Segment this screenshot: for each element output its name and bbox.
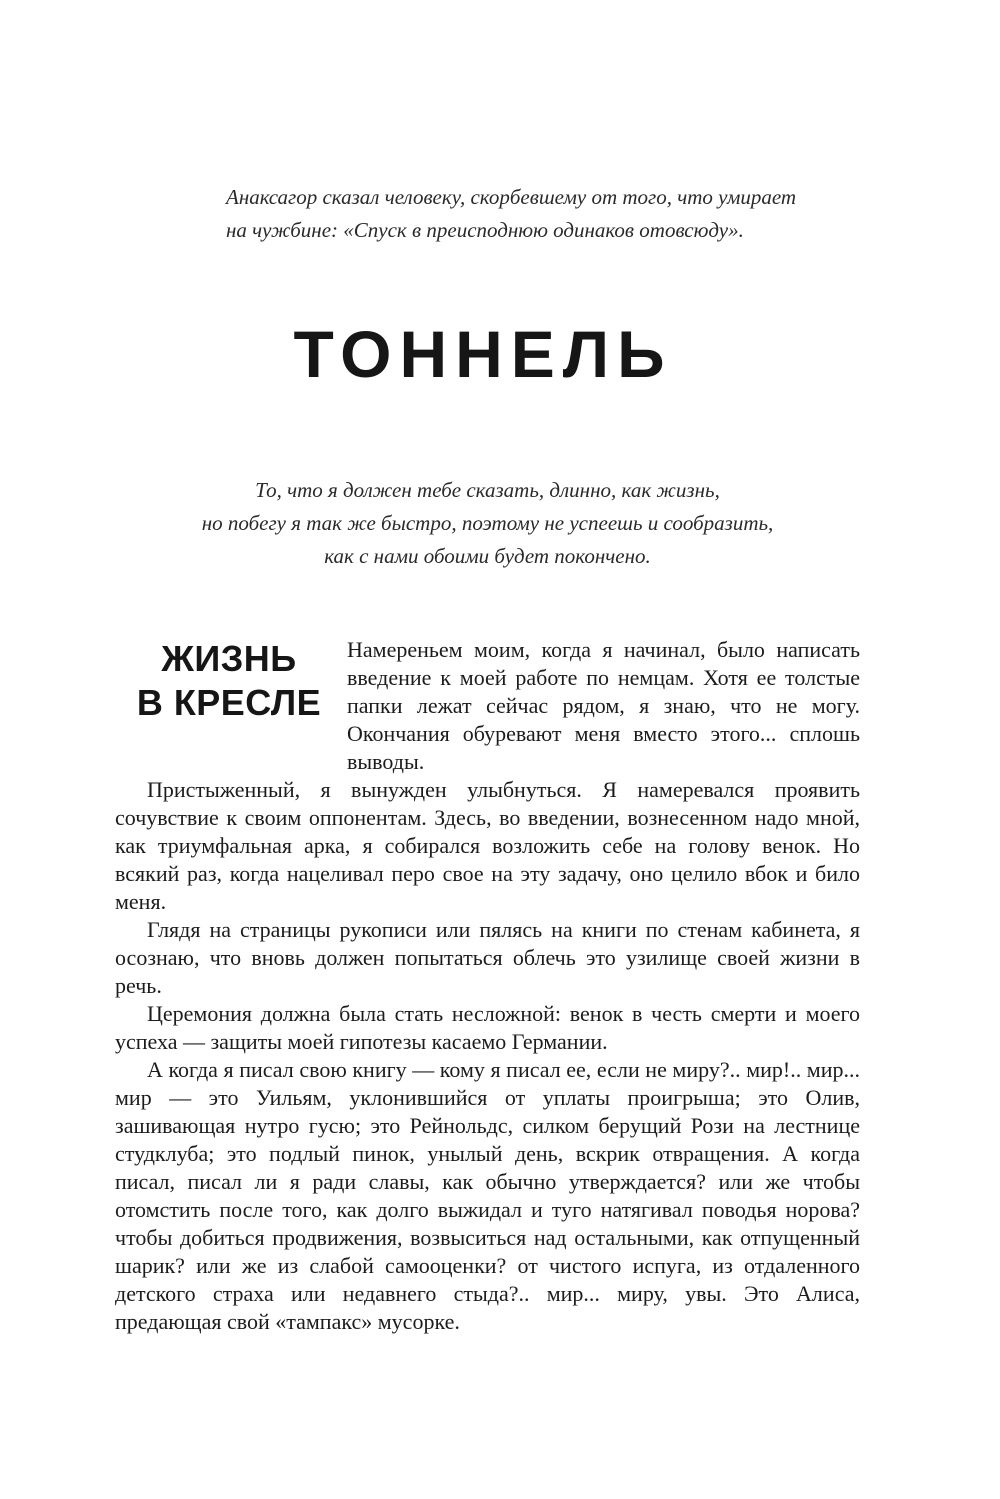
section-heading (115, 636, 343, 725)
top-epigraph (226, 181, 836, 247)
paragraph: А когда я писал свою книгу — кому я писал ее, если не миру?.. мир!.. мир... мир — это Уильям, уклонившийся от уплаты проигрыша; это Олив, зашивающая нутро гусю; это Рейнольдс, силком берущий Рози на лестнице студклуба; это подлый пинок, унылый день, вскрик отвращения. А когда писал, писал ли я ради славы, как обычно утверждается? или же чтобы отомстить после того, как долго выжидал и туго натягивал поводья норова? чтобы добиться продвижения, возвыситься над остальными, как отпущенный шарик? или же из слабой самооценки? от чистого испуга, из отдаленного детского страха или недавнего стыда?.. мир... миру, увы. Это Алиса, предающая свой «тампакс» мусорке. (115, 1057, 860, 1334)
chapter-title: ТОННЕЛЬ (293, 317, 673, 391)
section-head-row (115, 636, 860, 776)
chapter-epigraph-line-3: как с нами обоими будет покончено. (324, 544, 651, 568)
paragraph: Пристыженный, я вынужден улыбнуться. Я намеревался проявить сочувствие к своим оппонентам. Здесь, во введении, вознесенном надо мной, как триумфальная арка, я собирался возложить себе на голову венок. Но всякий раз, когда нацеливал перо свое на эту задачу, оно целило вбок и било меня. (115, 777, 860, 914)
section-heading-line-1: ЖИЗНЬ (161, 638, 297, 679)
chapter-epigraph (90, 474, 885, 573)
chapter-epigraph-line-1: То, что я должен тебе сказать, длинно, как жизнь, (255, 478, 720, 502)
top-epigraph-line-1: Анаксагор сказал человеку, скорбевшему от того, что умирает (226, 185, 797, 209)
section-heading-line-2: В КРЕСЛЕ (136, 682, 322, 723)
paragraph: Церемония должна была стать несложной: венок в честь смерти и моего успеха — защиты моей гипотезы касаемо Германии. (115, 1001, 860, 1054)
paragraph: Глядя на страницы рукописи или пялясь на книги по стенам кабинета, я осознаю, что вновь должен попытаться облечь это узилище своей жизни в речь. (115, 917, 860, 998)
section-life-in-armchair (115, 636, 860, 1336)
body-paragraphs (115, 776, 860, 1336)
chapter-epigraph-line-2: но побегу я так же быстро, поэтому не успеешь и сообразить, (201, 511, 774, 535)
top-epigraph-line-2: на чужбине: «Спуск в преисподнюю одинаков отовсюду». (226, 218, 744, 242)
lead-paragraph: Намереньем моим, когда я начинал, было написать введение к моей работе по немцам. Хотя ее толстые папки лежат сейчас рядом, я знаю, что не могу. Окончания обуревают меня вместо этого... сплошь выводы. (347, 637, 860, 774)
